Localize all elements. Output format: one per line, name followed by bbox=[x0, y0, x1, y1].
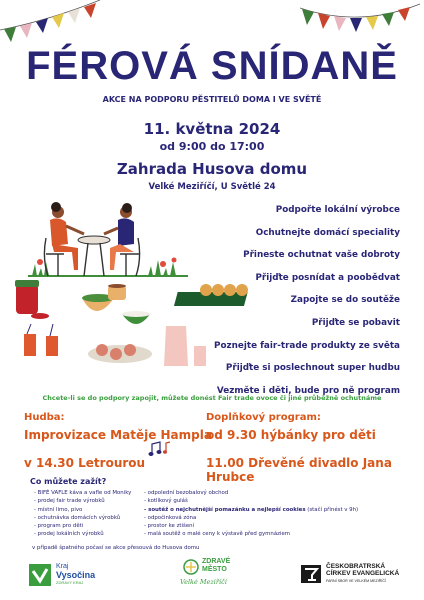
activity-item: Přineste ochutnat vaše dobroty bbox=[243, 250, 400, 261]
poster-subtitle: AKCE NA PODPORU PĚSTITELŮ DOMA I VE SVĚTĚ bbox=[102, 95, 322, 104]
offer-item: - malá soutěž o malé ceny k výstavě před gymnáziem bbox=[144, 531, 291, 538]
activity-item: Ochutnejte domácí speciality bbox=[255, 227, 400, 238]
cce-logo bbox=[300, 560, 420, 588]
mesto-line-1: ZDRAVÉ bbox=[202, 558, 231, 565]
cce-line-1: ČESKOBRATRSKÁ bbox=[326, 562, 386, 570]
offer-item: - ochutnávka domácích výrobků bbox=[34, 514, 121, 521]
zdrave-mesto-logo bbox=[176, 556, 250, 592]
music-notes-icon bbox=[148, 440, 172, 458]
event-address: Velké Meziříčí, U Světlé 24 bbox=[148, 182, 276, 192]
activity-item: Poznejte fair-trade produkty ze světa bbox=[214, 340, 400, 351]
mesto-line-2: MĚSTO bbox=[202, 566, 227, 573]
offer-item: - odpočinková zóna bbox=[144, 514, 197, 521]
kraj-vysocina-emblem-icon bbox=[28, 563, 52, 587]
offer-left-list bbox=[34, 489, 131, 539]
offer-item-highlight bbox=[144, 506, 358, 514]
activity-item: Přijďte posnídat a poobědvat bbox=[255, 272, 400, 283]
offer-item-bold: - soutěž o nejchutnější pomazánku a nejlepší cookies bbox=[144, 506, 306, 513]
music-line-2: v 14.30 Letrourou bbox=[24, 456, 146, 470]
offer-item: - prodej lokálních výrobků bbox=[34, 531, 104, 538]
zdrave-mesto-emblem-icon bbox=[182, 558, 200, 576]
kraj-line-2: Vysočina bbox=[56, 570, 96, 580]
offer-item: - prodej fair trade výrobků bbox=[34, 498, 105, 505]
activity-item: Vezměte i děti, bude pro ně program bbox=[216, 385, 400, 396]
breakfast-couple-illustration bbox=[28, 198, 188, 280]
activities-list bbox=[200, 199, 400, 402]
offer-item: - místní limo, pivo bbox=[34, 506, 83, 513]
offer-right-list bbox=[144, 489, 358, 539]
event-date: 11. května 2024 bbox=[143, 120, 281, 138]
program-line-1: od 9.30 hýbánky pro děti bbox=[206, 428, 376, 442]
offer-item: - odpolední bezobalový obchod bbox=[144, 490, 229, 496]
kraj-line-3: ZDRAVÝ KRAJ bbox=[56, 580, 84, 585]
weather-note: v případě špatného počasí se akce přesouvá do Husova domu bbox=[32, 545, 200, 551]
event-place: Zahrada Husova domu bbox=[116, 160, 308, 178]
program-line-2: 11.00 Dřevěné divadlo Jana Hrubce bbox=[206, 456, 392, 484]
mesto-line-3: Velké Meziříčí bbox=[180, 578, 227, 586]
activity-item: Zapojte se do soutěže bbox=[290, 295, 400, 306]
kraj-vysocina-logo bbox=[28, 562, 114, 588]
offer-item: - prostor ke ztišení bbox=[144, 523, 195, 530]
kraj-line-1: Kraj bbox=[56, 563, 69, 570]
offer-item: - program pro děti bbox=[34, 523, 84, 530]
cce-line-2: CÍRKEV EVANGELICKÁ bbox=[326, 570, 400, 578]
offer-item: - kotlíkový guláš bbox=[144, 498, 188, 505]
music-line-1: Improvizace Matěje Hampla bbox=[24, 428, 212, 442]
activity-item: Přijďte se pobavit bbox=[311, 317, 400, 328]
bunting-right bbox=[300, 0, 424, 40]
offer-item-bold-tail: (stačí přinést v 9h) bbox=[305, 506, 359, 513]
support-note: Chcete-li se do podpory zapojit, můžete donést Fair trade ovoce či jiné průběžně ochutnáme bbox=[42, 394, 382, 402]
music-heading: Hudba: bbox=[24, 412, 65, 423]
program-heading: Doplňkový program: bbox=[206, 412, 321, 423]
event-time: od 9:00 do 17:00 bbox=[159, 140, 265, 153]
cce-line-3: FARNÍ SBOR VE VELKÉM MEZIŘÍČÍ bbox=[326, 578, 386, 583]
offer-item: - BIFÉ VAFLE káva a vafle od Moniky bbox=[34, 490, 132, 496]
offer-heading: Co můžete zažít? bbox=[30, 477, 107, 486]
activity-item: Podpořte lokální výrobce bbox=[275, 205, 400, 215]
activity-item: Přijďte si poslechnout super hudbu bbox=[225, 363, 400, 374]
poster-title: FÉROVÁ SNÍDANĚ bbox=[26, 44, 398, 88]
cce-chalice-icon bbox=[300, 563, 322, 585]
